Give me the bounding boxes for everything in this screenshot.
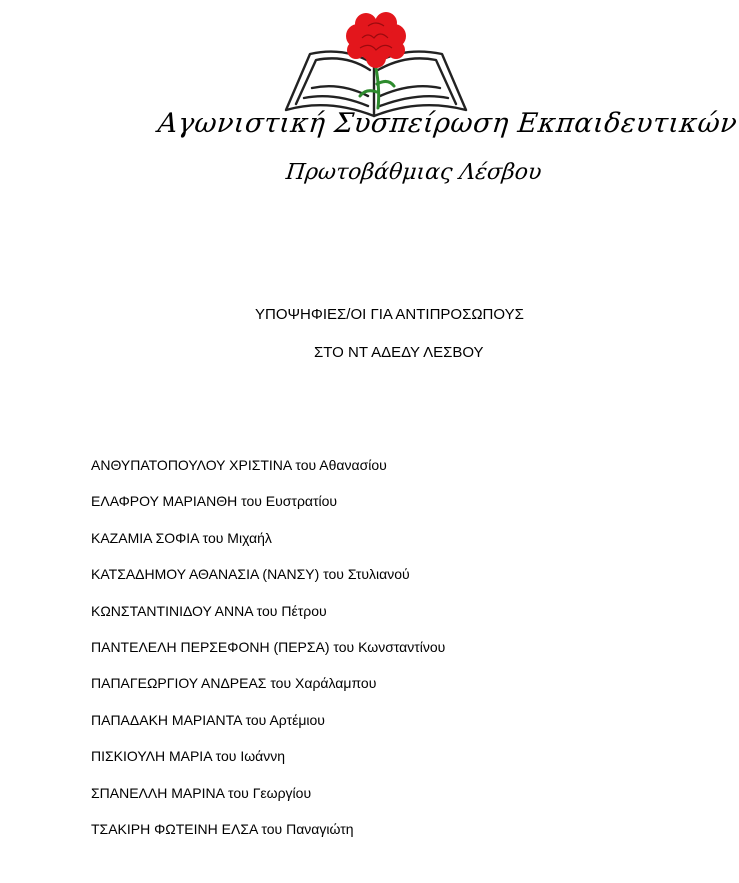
candidate-item: ΚΑΤΣΑΔΗΜΟΥ ΑΘΑΝΑΣΙΑ (ΝΑΝΣΥ) του Στυλιανού (91, 566, 410, 583)
organization-subtitle: Πρωτοβάθμιας Λέσβου (284, 160, 543, 185)
candidate-item: ΤΣΑΚΙΡΗ ΦΩΤΕΙΝΗ ΕΛΣΑ του Παναγιώτη (91, 820, 354, 837)
candidate-item: ΠΑΠΑΔΑΚΗ ΜΑΡΙΑΝΤΑ του Αρτέμιου (91, 711, 325, 728)
candidate-item: ΠΑΝΤΕΛΕΛΗ ΠΕΡΣΕΦΟΝΗ (ΠΕΡΣΑ) του Κωνσταντίνου (91, 638, 446, 655)
candidate-list (91, 455, 445, 855)
document-title-line1: ΥΠΟΨΗΦΙΕΣ/ΟΙ ΓΙΑ ΑΝΤΙΠΡΟΣΩΠΟΥΣ (255, 306, 524, 323)
candidate-item: ΠΙΣΚΙΟΥΛΗ ΜΑΡΙΑ του Ιωάννη (91, 748, 286, 765)
book-with-carnation-icon (270, 12, 480, 122)
candidate-item: ΚΑΖΑΜΙΑ ΣΟΦΙΑ του Μιχαήλ (91, 529, 272, 546)
document-title-line2: ΣΤΟ ΝΤ ΑΔΕΔΥ ΛΕΣΒΟΥ (314, 344, 484, 361)
candidate-item: ΣΠΑΝΕΛΛΗ ΜΑΡΙΝΑ του Γεωργίου (91, 784, 312, 801)
candidate-item: ΑΝΘΥΠΑΤΟΠΟΥΛΟΥ ΧΡΙΣΤΙΝΑ του Αθανασίου (91, 457, 387, 473)
candidate-item: ΠΑΠΑΓΕΩΡΓΙΟΥ ΑΝΔΡΕΑΣ του Χαράλαμπου (91, 675, 377, 692)
organization-name: Αγωνιστική Συσπείρωση Εκπαιδευτικών (156, 108, 739, 139)
candidate-item: ΕΛΑΦΡΟΥ ΜΑΡΙΑΝΘΗ του Ευστρατίου (91, 493, 338, 510)
candidate-item: ΚΩΝΣΤΑΝΤΙΝΙΔΟΥ ΑΝΝΑ του Πέτρου (91, 602, 327, 619)
